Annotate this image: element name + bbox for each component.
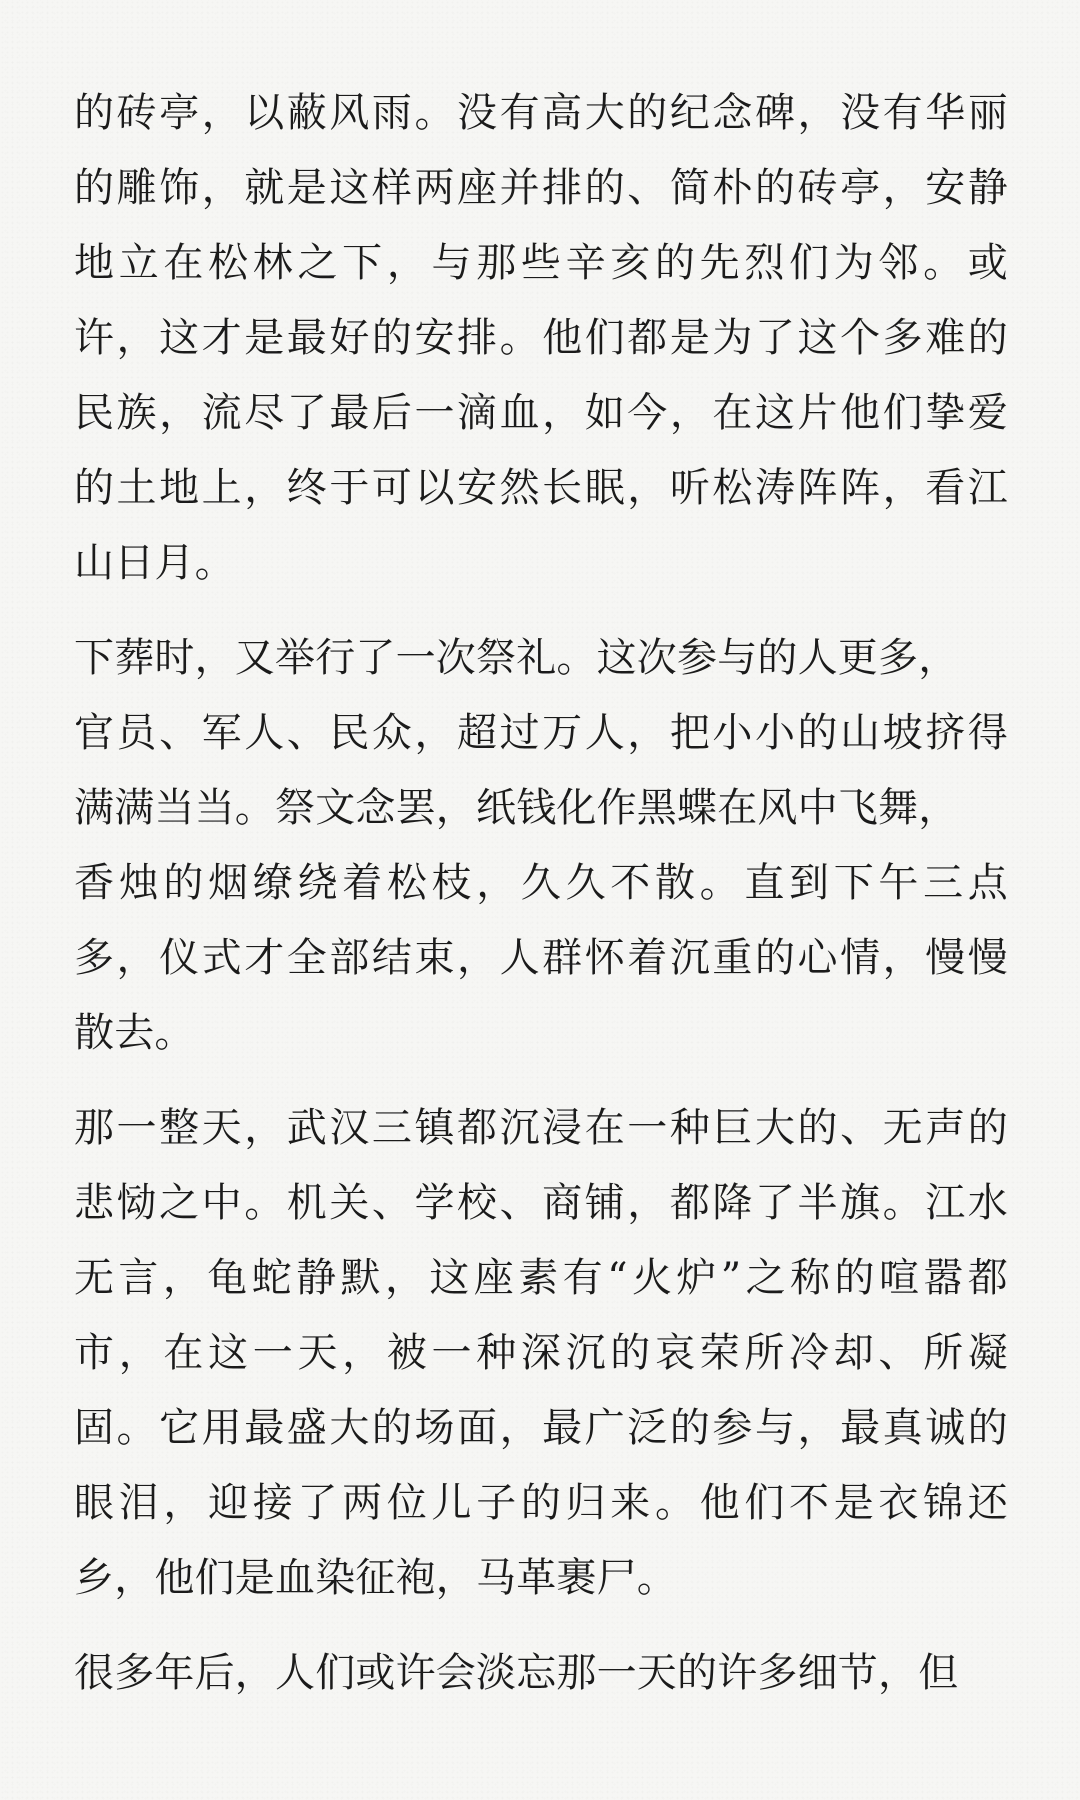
text-line: 散去。 xyxy=(74,1010,195,1056)
text-line: 山日月。 xyxy=(74,540,235,586)
text-line: 许，这才是最好的安排。他们都是为了这个多难的 xyxy=(74,315,1008,361)
paragraph-1 xyxy=(74,76,1008,601)
text-line: 很多年后，人们或许会淡忘那一天的许多细节，但 xyxy=(74,1650,959,1696)
text-line: 的砖亭，以蔽风雨。没有高大的纪念碑，没有华丽 xyxy=(74,90,1008,136)
text-line: 悲恸之中。机关、学校、商铺，都降了半旗。江水 xyxy=(74,1180,1008,1226)
text-line: 民族，流尽了最后一滴血，如今，在这片他们挚爱 xyxy=(74,390,1008,436)
text-line: 的雕饰，就是这样两座并排的、简朴的砖亭，安静 xyxy=(74,165,1008,211)
text-line: 香烛的烟缭绕着松枝，久久不散。直到下午三点 xyxy=(74,860,1008,906)
paragraph-3 xyxy=(74,1091,1008,1616)
text-line: 固。它用最盛大的场面，最广泛的参与，最真诚的 xyxy=(74,1405,1008,1451)
text-line: 无言，龟蛇静默，这座素有“火炉”之称的喧嚣都 xyxy=(74,1255,1008,1301)
text-line: 市，在这一天，被一种深沉的哀荣所冷却、所凝 xyxy=(74,1330,1008,1376)
paragraph-4 xyxy=(74,1636,1008,1711)
text-line: 下葬时，又举行了一次祭礼。这次参与的人更多， xyxy=(74,635,959,681)
text-line: 多，仪式才全部结束，人群怀着沉重的心情，慢慢 xyxy=(74,935,1008,981)
text-line: 官员、军人、民众，超过万人，把小小的山坡挤得 xyxy=(74,710,1008,756)
text-line: 地立在松林之下，与那些辛亥的先烈们为邻。或 xyxy=(74,240,1008,286)
text-line: 眼泪，迎接了两位儿子的归来。他们不是衣锦还 xyxy=(74,1480,1008,1526)
text-line: 满满当当。祭文念罢，纸钱化作黑蝶在风中飞舞， xyxy=(74,785,959,831)
text-line: 那一整天，武汉三镇都沉浸在一种巨大的、无声的 xyxy=(74,1105,1008,1151)
text-line: 乡，他们是血染征袍，马革裹尸。 xyxy=(74,1555,677,1601)
paragraph-2 xyxy=(74,621,1008,1071)
text-line: 的土地上，终于可以安然长眠，听松涛阵阵，看江 xyxy=(74,465,1008,511)
